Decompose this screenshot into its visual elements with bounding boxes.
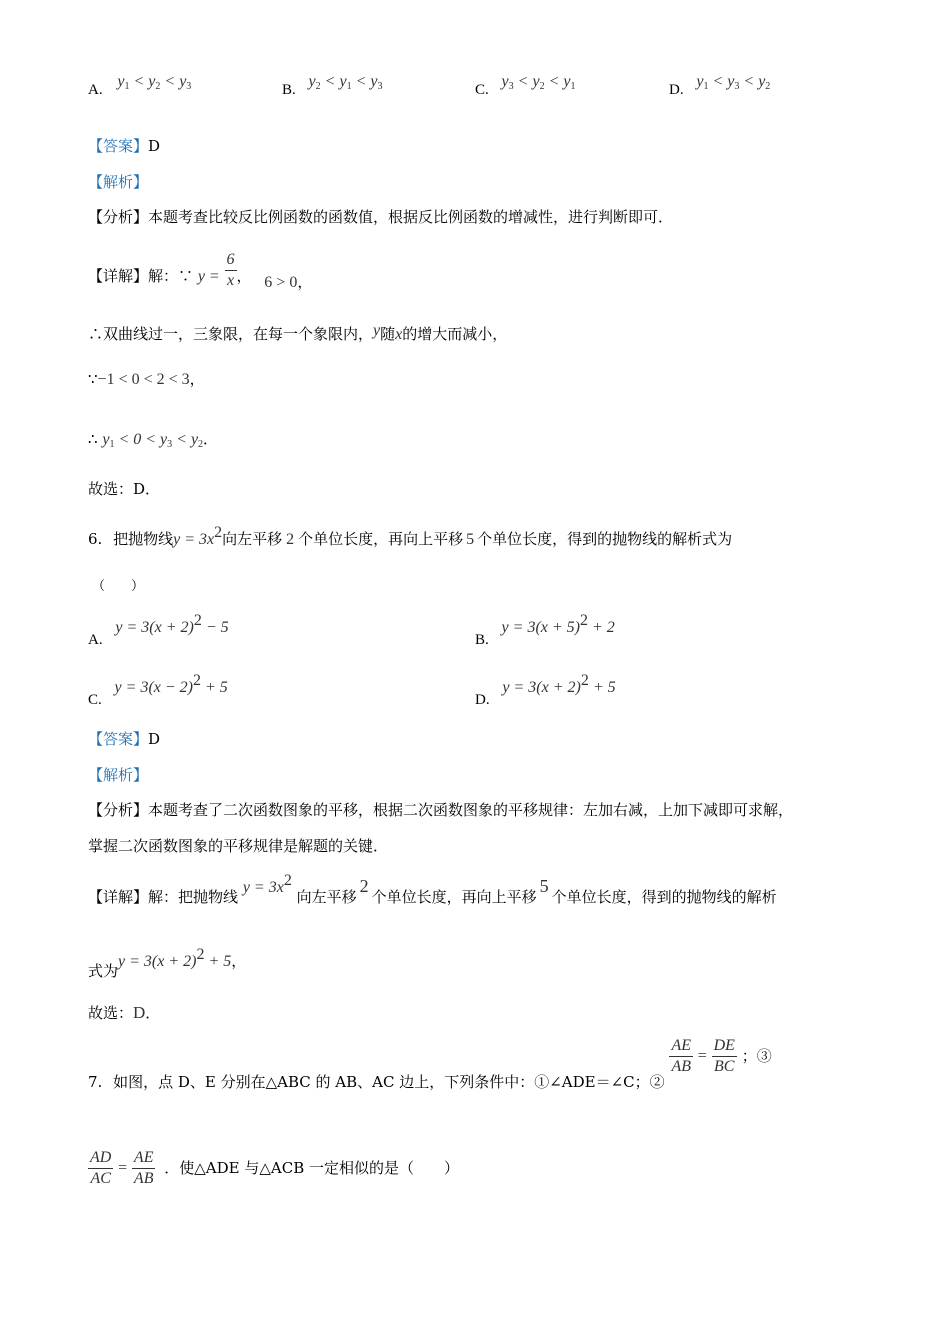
q6-option-b: B. $y = 3(x + 5)^2 + 2$ [475,612,615,648]
q5-option-a: A. $y_1 < y_2 < y_3$ [88,73,192,98]
q7-cond3-left-fraction: $\frac{AD}{AC}$ [90,1149,112,1187]
q5-fraction-6-over-x: $\frac{6}{x}$ [226,251,235,289]
q6-option-d: D. $y = 3(x + 2)^2 + 5$ [475,672,616,708]
q5-option-d: D. $y_1 < y_3 < y_2$ [669,73,771,98]
q5-choice: 故选：D． [88,480,161,498]
q6-option-c: C. $y = 3(x - 2)^2 + 5$ [88,672,228,708]
q7-cond2-left-fraction: $\frac{AE}{AB}$ [671,1037,691,1075]
q6-analysis-tag: 【解析】 [88,766,149,784]
q5-line4: ∴ $y_1 < 0 < y_3 < y_2$． [88,430,219,450]
q6-fenxi-line2: 掌握二次函数图象的平移规律是解题的关键． [88,837,389,855]
q5-answer: 【答案】D [88,137,161,155]
q6-answer: 【答案】D [88,730,161,748]
q7-stem-line2: $\frac{AD}{AC}$ = $\frac{AE}{AB}$ ．使△ADE 与△ACB 一定相似的是（ ） [90,1149,459,1187]
q5-option-b: B. $y_2 < y_1 < y_3$ [282,73,383,98]
q6-detail: 【详解】解：把抛物线 $y = 3x^2$ 向左平移2个单位长度，再向上平移5个单位长度，得到的抛物线的解析 [88,872,777,906]
q7-cond2-right-fraction: $\frac{DE}{BC}$ [713,1037,735,1075]
q5-line2: ∴双曲线过一，三象限，在每一个象限内，y随x的增大而减小， [88,322,508,343]
q6-fenxi-line1: 【分析】本题考查了二次函数图象的平移，根据二次函数图象的平移规律：左加右减，上加下减即可求解， [88,801,794,819]
q7-cond3-right-fraction: $\frac{AE}{AB}$ [133,1149,154,1187]
q5-option-c: C. $y_3 < y_2 < y_1$ [475,73,576,98]
q6-paren: （ ） [92,579,145,594]
q6-option-a: A. $y = 3(x + 2)^2 - 5$ [88,612,229,648]
q6-choice: 故选：D． [88,1003,161,1022]
q5-line3: ∵−1 < 0 < 2 < 3， [88,370,205,388]
q7-stem-line1: 7. 如图，点 D、E 分别在△ABC 的 AB、AC 边上，下列条件中：①∠ADE＝∠C；② $\frac{AE}{AB}$ = $\frac{DE}{BC}$ ；③ [88,1037,772,1091]
q6-detail-line2: 式为$y = 3(x + 2)^2 + 5$， [88,946,247,980]
q5-analysis-tag: 【解析】 [88,173,149,191]
q6-stem: 6. 把抛物线$y = 3x^2$向左平移 2 个单位长度，再向上平移 5 个单位长度，得到的抛物线的解析式为 [88,524,733,548]
q5-detail: 【详解】解：∵ y = $\frac{6}{x}$ ， 6 > 0， [88,251,313,291]
q5-fenxi: 【分析】本题考查比较反比例函数的函数值，根据反比例函数的增减性，进行判断即可． [88,208,674,226]
